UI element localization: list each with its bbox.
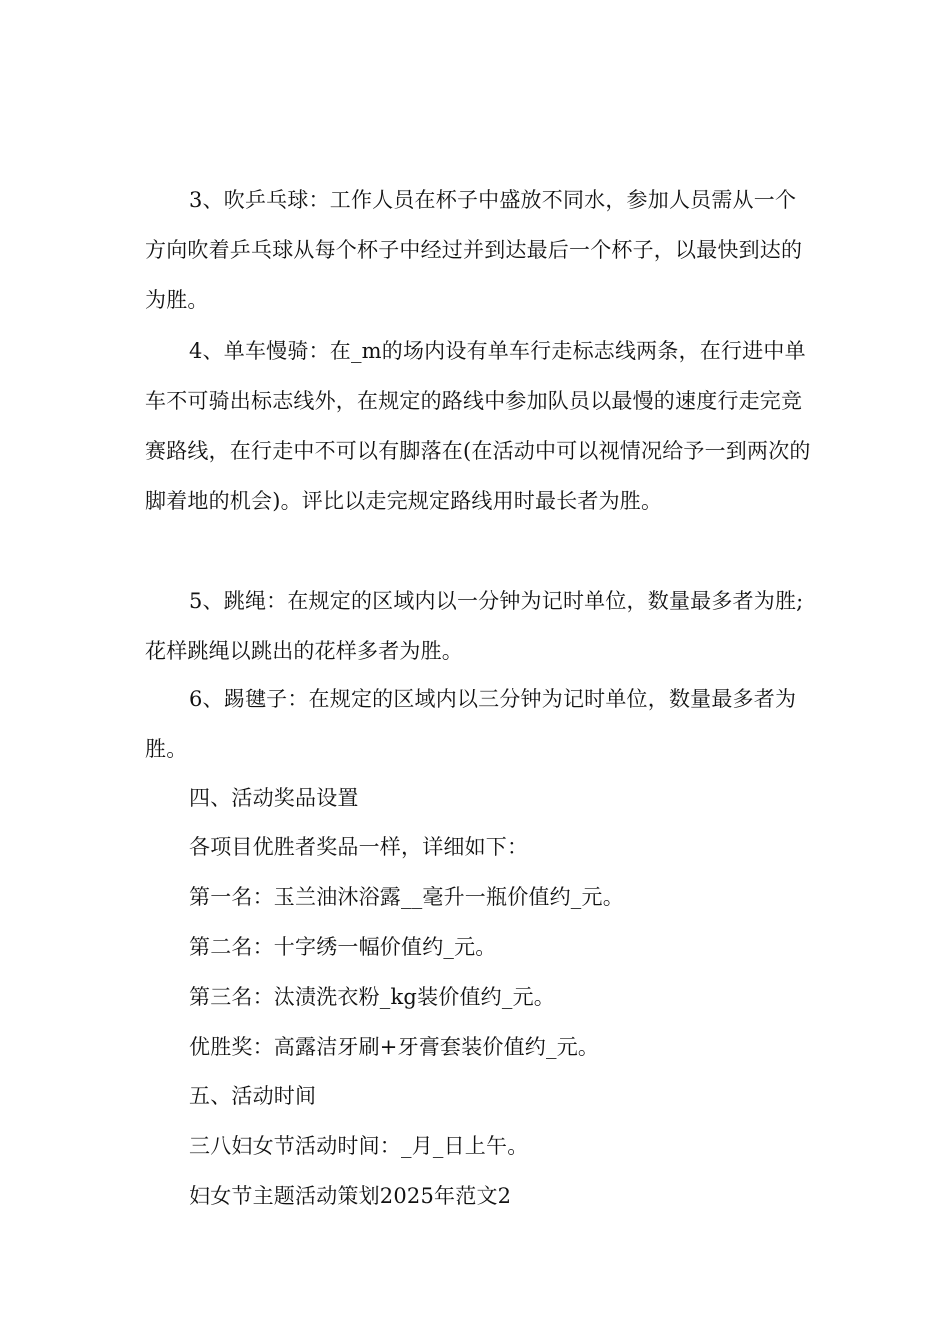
- prize-merit: 优胜奖：高露洁牙刷+牙膏套装价值约_元。: [189, 1035, 600, 1059]
- prize-first: 第一名：玉兰油沐浴露__毫升一瓶价值约_元。: [189, 885, 624, 909]
- next-article-title: 妇女节主题活动策划2025年范文2: [189, 1184, 512, 1208]
- activity-time: 三八妇女节活动时间：_月_日上午。: [189, 1134, 529, 1158]
- paragraph-jump-rope: 5、跳绳：在规定的区域内以一分钟为记时单位，数量最多者为胜;花样跳绳以跳出的花样多者为胜。: [145, 589, 804, 663]
- section-heading-prizes: 四、活动奖品设置: [189, 786, 359, 810]
- prize-second: 第二名：十字绣一幅价值约_元。: [189, 935, 497, 959]
- paragraph-shuttlecock: 6、踢毽子：在规定的区域内以三分钟为记时单位，数量最多者为胜。: [145, 687, 797, 761]
- paragraph-ping-pong: 3、吹乒乓球：工作人员在杯子中盛放不同水，参加人员需从一个方向吹着乒乓球从每个杯子中经过并到达最后一个杯子，以最快到达的为胜。: [145, 188, 803, 312]
- section-heading-time: 五、活动时间: [189, 1084, 317, 1108]
- prize-third: 第三名：汰渍洗衣粉_kg装价值约_元。: [189, 985, 555, 1009]
- prizes-intro: 各项目优胜者奖品一样，详细如下：: [189, 835, 529, 859]
- paragraph-slow-bike: 4、单车慢骑：在_m的场内设有单车行走标志线两条，在行进中单车不可骑出标志线外，在规定的路线中参加队员以最慢的速度行走完竞赛路线，在行走中不可以有脚落在(在活动中可以视情况给予一到两次的脚着地的机会)。评比以走完规定路线用时最长者为胜。: [145, 339, 811, 513]
